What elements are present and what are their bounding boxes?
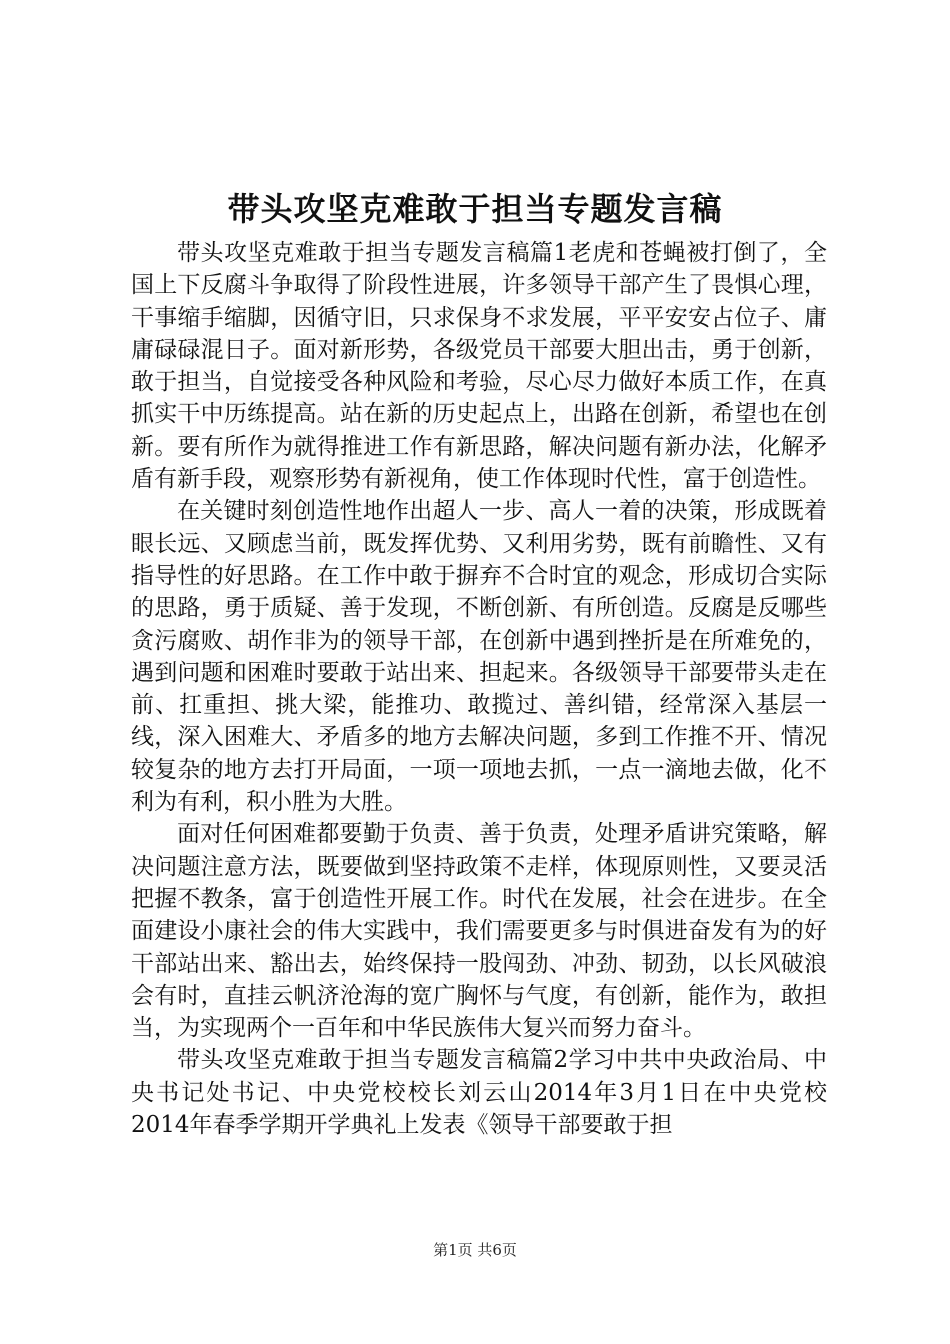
page-number-footer: 第1页 共6页 [433, 1241, 517, 1259]
document-body [131, 237, 827, 1141]
paragraph-3: 面对任何困难都要勤于负责、善于负责，处理矛盾讲究策略，解决问题注意方法，既要做到坚持政策不走样，体现原则性，又要灵活把握不教条，富于创造性开展工作。时代在发展，社会在进步。在全面建设小康社会的伟大实践中，我们需要更多与时俱进奋发有为的好干部站出来、豁出去，始终保持一股闯劲、冲劲、韧劲，以长风破浪会有时，直挂云帆济沧海的宽广胸怀与气度，有创新，能作为，敢担当，为实现两个一百年和中华民族伟大复兴而努力奋斗。 [131, 821, 827, 1042]
paragraph-4: 带头攻坚克难敢于担当专题发言稿篇2学习中共中央政治局、中央书记处书记、中央党校校长刘云山2014年3月1日在中央党校2014年春季学期开学典礼上发表《领导干部要敢于担 [131, 1047, 827, 1139]
paragraph-2: 在关键时刻创造性地作出超人一步、高人一着的决策，形成既着眼长远、又顾虑当前，既发挥优势、又利用劣势，既有前瞻性、又有指导性的好思路。在工作中敢于摒弃不合时宜的观念，形成切合实际的思路，勇于质疑、善于发现，不断创新、有所创造。反腐是反哪些贪污腐败、胡作非为的领导干部，在创新中遇到挫折是在所难免的，遇到问题和困难时要敢于站出来、担起来。各级领导干部要带头走在前、扛重担、挑大梁，能推功、敢揽过、善纠错，经常深入基层一线，深入困难大、矛盾多的地方去解决问题，多到工作推不开、情况较复杂的地方去打开局面，一项一项地去抓，一点一滴地去做，化不利为有利，积小胜为大胜。 [131, 498, 827, 816]
document-title: 带头攻坚克难敢于担当专题发言稿 [227, 190, 723, 228]
paragraph-1: 带头攻坚克难敢于担当专题发言稿篇1老虎和苍蝇被打倒了，全国上下反腐斗争取得了阶段性进展，许多领导干部产生了畏惧心理，干事缩手缩脚，因循守旧，只求保身不求发展，平平安安占位子、庸庸碌碌混日子。面对新形势，各级党员干部要大胆出击，勇于创新，敢于担当，自觉接受各种风险和考验，尽心尽力做好本质工作，在真抓实干中历练提高。站在新的历史起点上，出路在创新，希望也在创新。要有所作为就得推进工作有新思路，解决问题有新办法，化解矛盾有新手段，观察形势有新视角，使工作体现时代性，富于创造性。 [131, 240, 827, 493]
